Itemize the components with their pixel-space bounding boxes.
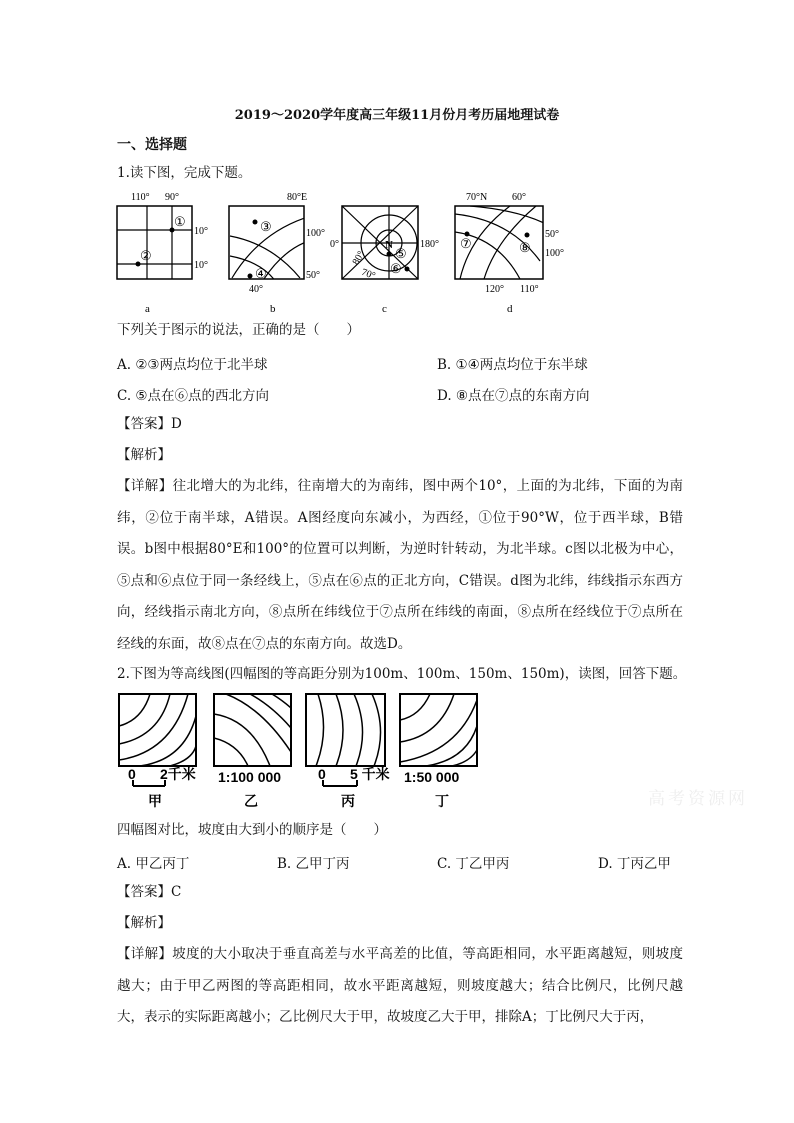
svg-text:丁: 丁	[435, 793, 449, 809]
q2-option-c: C. 丁乙甲丙	[437, 856, 510, 872]
svg-text:2千米: 2千米	[160, 766, 196, 782]
svg-text:110°: 110°	[520, 284, 539, 295]
q1-option-d: D. ⑧点在⑦点的东南方向	[437, 388, 590, 404]
svg-text:N: N	[385, 239, 393, 251]
svg-text:180°: 180°	[420, 239, 439, 250]
q1-option-b: B. ①④两点均位于东半球	[437, 357, 588, 373]
svg-text:10°: 10°	[194, 260, 208, 271]
q2-option-a: A. 甲乙丙丁	[117, 856, 190, 872]
svg-text:10°: 10°	[194, 226, 208, 237]
contour-map-jia	[119, 694, 196, 766]
svg-text:③: ③	[260, 219, 272, 234]
svg-text:50°: 50°	[545, 229, 559, 240]
q2-analysis-label: 【解析】	[117, 915, 171, 931]
q2-stem: 2.下图为等高线图(四幅图的等高距分别为100m、100m、150m、150m)，读图，回答下题。	[117, 666, 687, 682]
svg-text:60°: 60°	[512, 192, 526, 203]
svg-text:0°: 0°	[330, 239, 339, 250]
q1-analysis-label: 【解析】	[117, 447, 171, 463]
svg-text:40°: 40°	[249, 284, 263, 295]
contour-map-ding	[400, 694, 477, 766]
scale-yi	[218, 769, 281, 809]
scale-bing	[318, 766, 390, 809]
svg-text:1:50 000: 1:50 000	[404, 769, 460, 785]
svg-text:②: ②	[140, 248, 152, 263]
map-b	[229, 192, 325, 295]
svg-text:100°: 100°	[545, 248, 564, 259]
svg-text:1:100 000: 1:100 000	[218, 769, 282, 785]
svg-text:100°: 100°	[306, 228, 325, 239]
svg-text:110°: 110°	[131, 192, 150, 203]
svg-text:甲: 甲	[148, 793, 162, 809]
svg-text:⑦: ⑦	[460, 236, 472, 251]
q1-answer: 【答案】D	[117, 416, 182, 432]
svg-text:5 千米: 5 千米	[350, 766, 390, 782]
q1-option-a: A. ②③两点均位于北半球	[117, 357, 268, 373]
svg-text:⑤: ⑤	[395, 246, 407, 261]
scale-ding	[404, 769, 459, 809]
svg-text:50°: 50°	[306, 270, 320, 281]
svg-text:0: 0	[128, 766, 136, 782]
svg-text:乙: 乙	[244, 793, 258, 809]
watermark: 高考资源网	[648, 789, 748, 809]
q1-option-c: C. ⑤点在⑥点的西北方向	[117, 388, 270, 404]
svg-text:80°E: 80°E	[287, 192, 308, 203]
svg-text:④: ④	[255, 266, 267, 281]
page-title: 2019～2020学年度高三年级11月份月考历届地理试卷	[234, 108, 560, 123]
svg-text:70°: 70°	[359, 266, 377, 282]
q2-option-b: B. 乙甲丁丙	[277, 856, 350, 872]
q2-detail: 【详解】坡度的大小取决于垂直高差与水平高差的比值，等高距相同，水平距离越短，则坡度越大；由于甲乙两图的等高距相同，故水平距离越短，则坡度越大；结合比例尺，比例尺越大，表示的实际距离越小；乙比例尺大于甲，故坡度乙大于甲，排除A；丁比例尺大于丙，	[117, 946, 683, 1025]
contour-map-bing	[306, 694, 385, 766]
svg-text:120°: 120°	[485, 284, 504, 295]
q1-detail: 【详解】往北增大的为北纬，往南增大的为南纬，图中两个10°，上面的为北纬，下面的为南纬，②位于南半球，A错误。A图经度向东减小，为西经，①位于90°W，位于西半球，B错误。b图中根据80°E和100°的位置可以判断，为逆时针转动，为北半球。c图以北极为中心，⑤点和⑥点位于同一条经线上，⑤点在⑥点的正北方向，C错误。d图为北纬，纬线指示东西方向，经线指示南北方向，⑧点所在纬线位于⑦点所在纬线的南面，⑧点所在经线位于⑦点所在经线的东面，故⑧点在⑦点的东南方向。故选D。	[117, 478, 683, 652]
svg-text:80°: 80°	[350, 249, 368, 267]
svg-text:b: b	[270, 303, 276, 315]
svg-text:①: ①	[174, 214, 186, 229]
q1-figure	[0, 186, 794, 326]
q2-question: 四幅图对比，坡度由大到小的顺序是（ ）	[117, 822, 387, 838]
svg-text:⑧: ⑧	[519, 240, 531, 255]
scale-jia	[128, 766, 196, 809]
svg-text:⑥: ⑥	[390, 261, 402, 276]
map-d	[455, 192, 564, 295]
q1-stem: 1.读下图，完成下题。	[117, 165, 252, 181]
q2-answer: 【答案】C	[117, 884, 182, 900]
svg-text:90°: 90°	[165, 192, 179, 203]
svg-text:a: a	[145, 303, 150, 315]
svg-text:c: c	[382, 303, 387, 315]
q2-option-d: D. 丁丙乙甲	[598, 856, 671, 872]
svg-text:70°N: 70°N	[466, 192, 488, 203]
svg-text:丙: 丙	[341, 793, 355, 809]
q1-question: 下列关于图示的说法，正确的是（ ）	[117, 322, 360, 338]
section-heading: 一、选择题	[117, 137, 187, 153]
map-a	[117, 192, 208, 279]
svg-text:0: 0	[318, 766, 326, 782]
contour-map-yi	[214, 694, 291, 766]
svg-text:d: d	[507, 303, 513, 315]
